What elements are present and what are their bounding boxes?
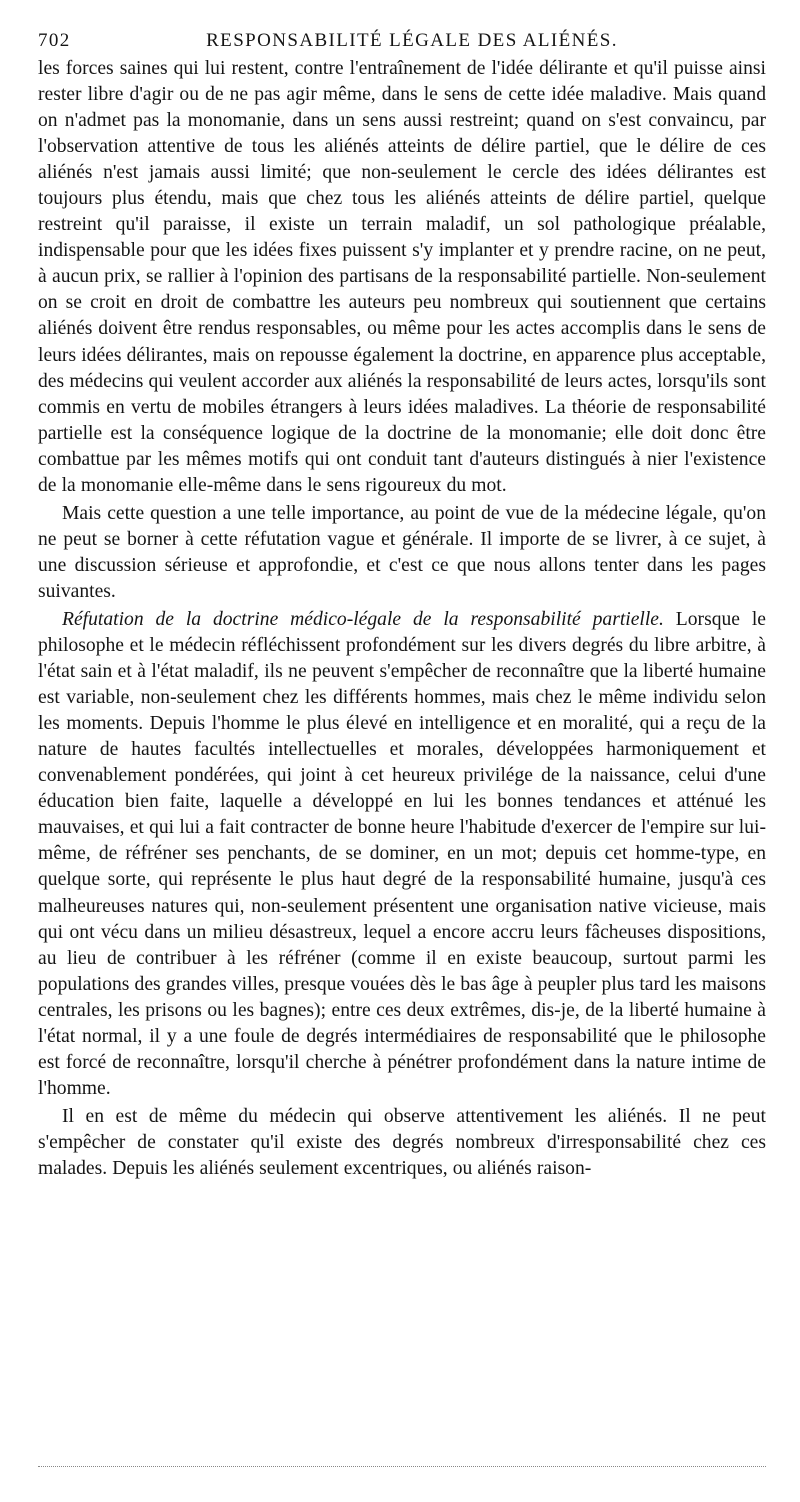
body-paragraph-3 bbox=[38, 607, 766, 1102]
body-paragraph-1: les forces saines qui lui restent, contre l'entraînement de l'idée délirante et qu'il puisse ainsi rester libre d'agir ou de ne pas agir même, dans le sens de cette idée maladive. Mais quand on n'admet pas la monomanie, dans un sens aussi restreint; quand on s'est convaincu, par l'observation attentive de tous les aliénés atteints de délire partiel, que le délire de ces aliénés n'est jamais aussi limité; que non-seulement le cercle des idées délirantes est toujours plus étendu, mais que chez tous les aliénés atteints de délire partiel, quelque restreint qu'il paraisse, il existe un terrain maladif, un sol pathologique préalable, indispensable pour que les idées fixes puissent s'y implanter et y prendre racine, on ne peut, à aucun prix, se rallier à l'opinion des partisans de la responsabilité partielle. Non-seulement on se croit en droit de combattre les auteurs peu nombreux qui soutiennent que certains aliénés doivent être rendus responsables, ou même pour les actes accomplis dans le sens de leurs idées délirantes, mais on repousse également la doctrine, en apparence plus acceptable, des médecins qui veulent accorder aux aliénés la responsabilité de leurs actes, lorsqu'ils sont commis en vertu de mobiles étrangers à leurs idées maladives. La théorie de responsabilité partielle est la conséquence logique de la doctrine de la monomanie; elle doit donc être combattue par les mêmes motifs qui ont conduit tant d'auteurs distingués à nier l'existence de la monomanie elle-même dans le sens rigoureux du mot. bbox=[38, 58, 766, 496]
body-paragraph-2: Mais cette question a une telle importance, au point de vue de la médecine légale, qu'on ne peut se borner à cette réfutation vague et générale. Il importe de se livrer, à ce sujet, à une discussion sérieuse et approfondie, et c'est ce que nous allons tenter dans les pages suivantes. bbox=[38, 502, 766, 602]
page-number: 702 bbox=[38, 30, 71, 51]
bottom-rule bbox=[38, 1466, 766, 1467]
section-heading: Réfutation de la doctrine médico-légale de la responsabilité partielle. bbox=[62, 608, 664, 630]
body-paragraph-4: Il en est de même du médecin qui observe attentivement les aliénés. Il ne peut s'empêcher de constater qu'il existe des degrés nombreux d'irresponsabilité chez ces malades. Depuis les aliénés seulement excentriques, ou aliénés raison- bbox=[38, 1105, 766, 1179]
section-body-text: Lorsque le philosophe et le médecin réfléchissent profondément sur les divers degrés du libre arbitre, à l'état sain et à l'état maladif, ils ne peuvent s'empêcher de reconnaître que la liberté humaine est variable, non-seulement chez les différents hommes, mais chez le même individu selon les moments. Depuis l'homme le plus élevé en intelligence et en moralité, qui a reçu de la nature de hautes facultés intellectuelles et morales, développées harmoniquement et convenablement pondérées, qui joint à cet heureux privilége de la naissance, celui d'une éducation bien faite, laquelle a développé en lui les bonnes tendances et atténué les mauvaises, et qui lui a fait contracter de bonne heure l'habitude d'exercer de l'empire sur lui-même, de réfréner ses penchants, de se dominer, en un mot; depuis cet homme-type, en quelque sorte, qui représente le plus haut degré de la responsabilité humaine, jusqu'à ces malheureuses natures qui, non-seulement présentent une organisation native vicieuse, mais qui ont vécu dans un milieu désastreux, lequel a encore accru leurs fâcheuses dispositions, au lieu de contribuer à les réfréner (comme il en existe beaucoup, surtout parmi les populations des grandes villes, presque vouées dès le bas âge à peupler plus tard les maisons centrales, les prisons ou les bagnes); entre ces deux extrêmes, dis-je, de la liberté humaine à l'état normal, il y a une foule de degrés intermédiaires de responsabilité que le philosophe est forcé de reconnaître, lorsqu'il cherche à pénétrer profondément dans la nature intime de l'homme. bbox=[38, 608, 766, 1099]
running-title: RESPONSABILITÉ LÉGALE DES ALIÉNÉS. bbox=[206, 30, 618, 51]
running-header bbox=[38, 30, 766, 56]
book-page bbox=[38, 30, 766, 1182]
